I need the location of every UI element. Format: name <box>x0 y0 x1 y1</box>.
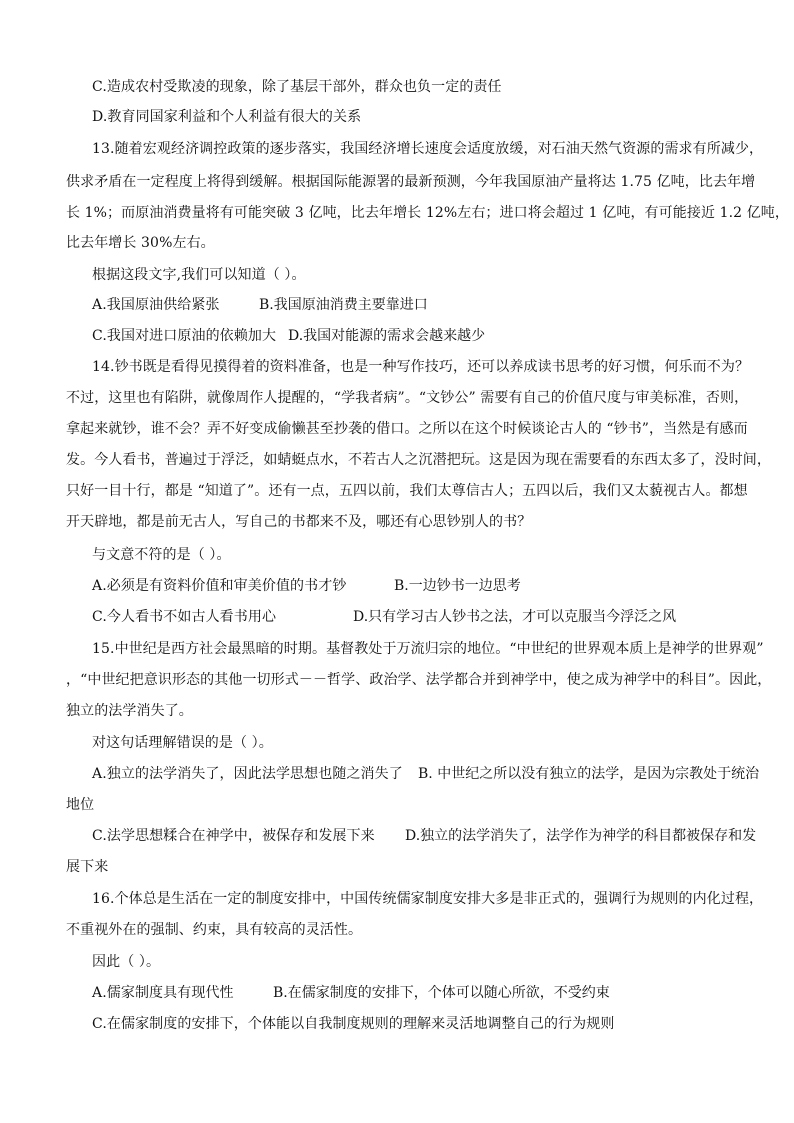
q15-option-a: A.独立的法学消失了，因此法学思想也随之消失了 <box>92 766 403 782</box>
q14-stem-line-1: 14.钞书既是看得见摸得着的资料准备，也是一种写作技巧，还可以养成读书思考的好习惯，何乐而不为？ <box>92 359 750 375</box>
q16-option-b: B.在儒家制度的安排下，个体可以随心所欲，不受约束 <box>273 985 610 1001</box>
q15-stem-line-1: 15.中世纪是西方社会最黑暗的时期。基督教处于万流归宗的地位。“中世纪的世界观本质上是神学的世界观” <box>92 641 764 657</box>
q14-option-c: C.今人看书不如古人看书用心 <box>92 609 277 625</box>
q15-option-d-continued: 展下来 <box>66 859 109 875</box>
q13-option-c: C.我国对进口原油的依赖加大 <box>92 328 277 344</box>
q16-option-a: A.儒家制度具有现代性 <box>92 985 234 1001</box>
q13-stem-line-4: 比去年增长 30%左右。 <box>66 235 215 251</box>
q15-stem-line-3: 独立的法学消失了。 <box>66 703 193 719</box>
q16-question: 因此（ ）。 <box>92 954 161 970</box>
q16-stem-line-1: 16.个体总是生活在一定的制度安排中，中国传统儒家制度安排大多是非正式的，强调行为规则的内化过程， <box>92 891 764 907</box>
q15-option-c: C.法学思想糅合在神学中，被保存和发展下来 <box>92 828 375 844</box>
q15-stem-line-2: ，“中世纪把意识形态的其他一切形式－－哲学、政治学、法学都合并到神学中，使之成为神学中的科目”。因此， <box>66 672 772 688</box>
q13-stem-line-3: 长 1%；而原油消费量将有可能突破 3 亿吨，比去年增长 12%左右；进口将会超过 1 亿吨，有可能接近 1.2 亿吨， <box>66 205 790 221</box>
q14-option-a: A.必须是有资料价值和审美价值的书才钞 <box>92 578 347 594</box>
q15-question: 对这句话理解错误的是（ ）。 <box>92 735 273 751</box>
q13-question: 根据这段文字,我们可以知道（ ）。 <box>92 267 306 283</box>
q13-option-b: B.我国原油消费主要靠进口 <box>259 297 428 313</box>
q14-stem-line-3: 拿起来就钞，谁不会？弄不好变成偷懒甚至抄袭的借口。之所以在这个时候谈论古人的 “钞书”，当然是有感而 <box>66 421 748 437</box>
q14-stem-line-4: 发。今人看书，普遍过于浮泛，如蜻蜓点水，不若古人之沉潜把玩。这是因为现在需要看的东西太多了，没时间， <box>66 452 771 468</box>
q14-stem-line-2: 不过，这里也有陷阱，就像周作人提醒的，“学我者病”。“文钞公” 需要有自己的价值尺度与审美标准，否则， <box>66 390 749 406</box>
q13-option-a: A.我国原油供给紧张 <box>92 297 220 313</box>
q15-option-d: D.独立的法学消失了，法学作为神学的科目都被保存和发 <box>405 828 757 844</box>
q16-option-c: C.在儒家制度的安排下，个体能以自我制度规则的理解来灵活地调整自己的行为规则 <box>92 1016 615 1032</box>
q13-option-d: D.我国对能源的需求会越来越少 <box>288 328 486 344</box>
q15-option-b: B. 中世纪之所以没有独立的法学，是因为宗教处于统治 <box>418 766 760 782</box>
q13-stem-line-2: 供求矛盾在一定程度上将得到缓解。根据国际能源署的最新预测，今年我国原油产量将达 1.75 亿吨，比去年增 <box>66 174 756 190</box>
q15-option-b-continued: 地位 <box>66 797 95 813</box>
q14-stem-line-5: 只好一目十行，都是 “知道了”。还有一点，五四以前，我们太尊信古人；五四以后，我们又太藐视古人。都想 <box>66 483 748 499</box>
q16-stem-line-2: 不重视外在的强制、约束，具有较高的灵活性。 <box>66 922 363 938</box>
q14-option-d: D.只有学习古人钞书之法，才可以克服当今浮泛之风 <box>353 609 677 625</box>
q12-option-c: C.造成农村受欺凌的现象，除了基层干部外，群众也负一定的责任 <box>92 79 502 95</box>
q14-stem-line-6: 开天辟地，都是前无古人，写自己的书都来不及，哪还有心思钞别人的书？ <box>66 514 532 530</box>
q13-stem-line-1: 13.随着宏观经济调控政策的逐步落实，我国经济增长速度会适度放缓，对石油天然气资源的需求有所减少， <box>92 141 764 157</box>
q14-option-b: B.一边钞书一边思考 <box>394 578 521 594</box>
q14-question: 与文意不符的是（ ）。 <box>92 547 231 563</box>
q12-option-d: D.教育同国家利益和个人利益有很大的关系 <box>92 109 362 125</box>
